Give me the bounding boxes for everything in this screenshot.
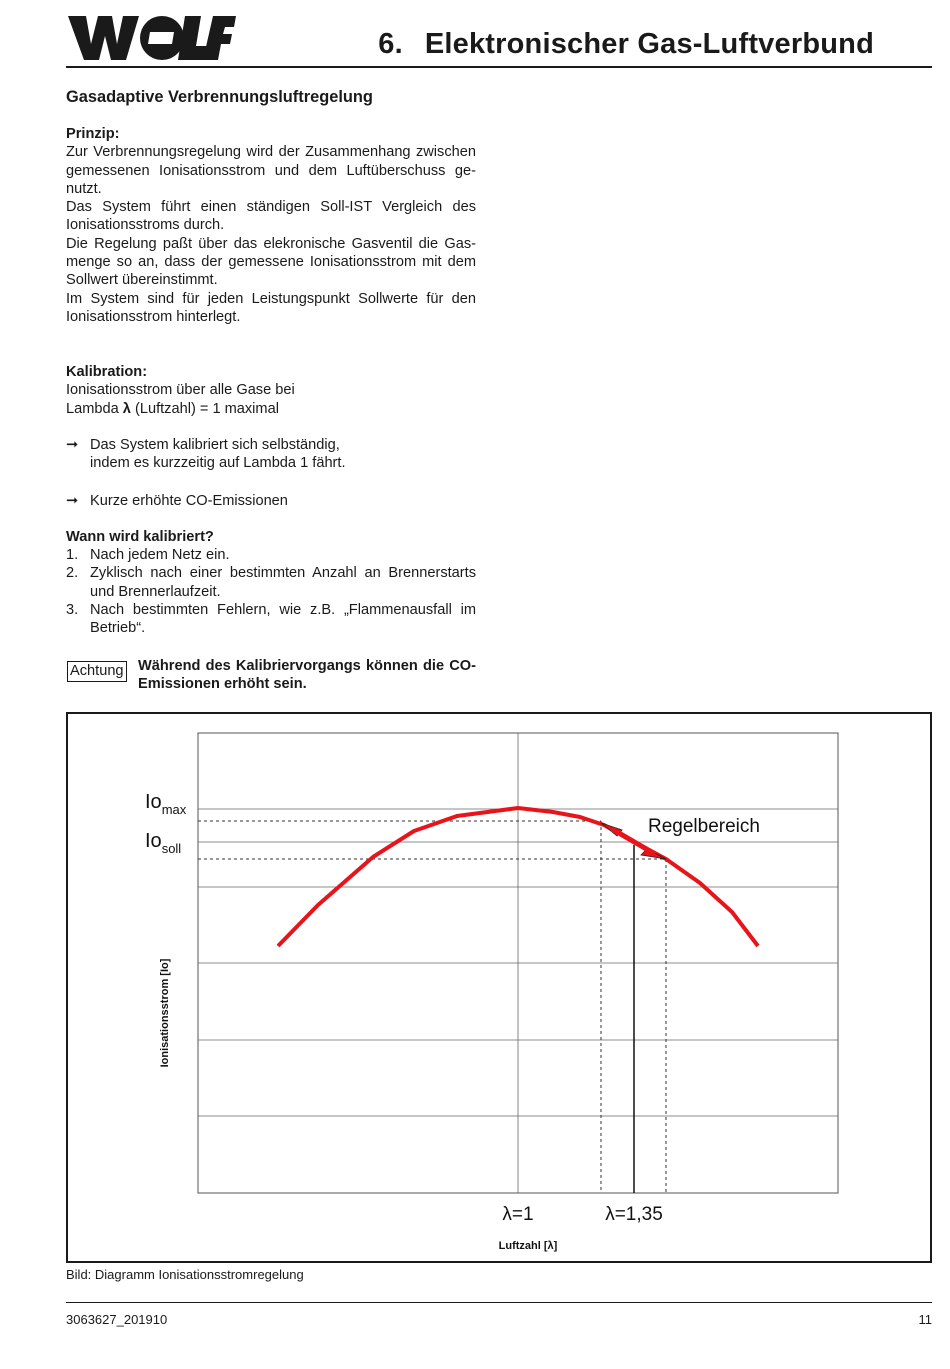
achtung-label: Achtung bbox=[67, 661, 127, 682]
arrow-right-icon: ➞ bbox=[66, 437, 79, 453]
arrow-right-icon: ➞ bbox=[66, 493, 79, 509]
footer-rule bbox=[66, 1302, 932, 1303]
list-item: 3. Nach bestimmten Fehlern, wie z.B. „Flammenausfall im Betrieb“. bbox=[66, 601, 476, 637]
section-title: Gasadaptive Verbrennungsluftregelung bbox=[66, 88, 373, 106]
page-number: 11 bbox=[918, 1312, 932, 1327]
x-tick-label: λ=1,35 bbox=[605, 1204, 663, 1225]
logo-text: WOLF bbox=[66, 14, 69, 15]
y-axis-label: Ionisationsstrom [Io] bbox=[159, 958, 171, 1068]
chapter-number: 6. bbox=[378, 28, 403, 60]
x-axis-label: Luftzahl [λ] bbox=[498, 1240, 558, 1252]
kalibration-line-2: Lambda λ (Luftzahl) = 1 maximal bbox=[66, 400, 279, 417]
io-max-label: $Io_{max}$ bbox=[145, 791, 187, 817]
doc-number: 3063627_201910 bbox=[66, 1312, 168, 1327]
kalibration-line-1: Ionisationsstrom über alle Gase bei bbox=[66, 382, 295, 399]
prinzip-paragraph: Im System sind für jeden Leistungspunkt Sollwerte für den Ionisationsstrom hinterlegt. bbox=[66, 290, 476, 325]
achtung-text: Während des Kalibriervorgangs können die CO-Emissionen erhöht sein. bbox=[138, 658, 476, 693]
prinzip-paragraph: Die Regelung paßt über das elekronische Gasventil die Gas-menge so an, dass der gemessene Ionisationsstrom mit dem Sollwert übereinstimmt. bbox=[66, 235, 476, 289]
kalibration-bullet: ➞ Das System kalibriert sich selbständig, indem es kurzzeitig auf Lambda 1 fährt. bbox=[66, 437, 346, 472]
prinzip-paragraph: Zur Verbrennungsregelung wird der Zusammenhang zwischen gemessenen Ionisationsstrom und dem Luftüberschuss ge-nutzt. bbox=[66, 144, 476, 197]
wann-heading: Wann wird kalibriert? bbox=[66, 529, 214, 545]
io-soll-label: $Io_{soll}$ bbox=[145, 830, 182, 856]
figure-caption: Bild: Diagramm Ionisationsstromregelung bbox=[66, 1267, 304, 1282]
chapter-title-text: Elektronischer Gas-Luftverbund bbox=[424, 28, 874, 60]
prinzip-paragraph: Das System führt einen ständigen Soll-IST Vergleich des Ionisationsstroms durch. bbox=[66, 199, 476, 234]
list-item: 2. Zyklisch nach einer bestimmten Anzahl an Brennerstarts und Brennerlaufzeit. bbox=[66, 565, 476, 600]
dashed-guides bbox=[198, 821, 666, 1193]
lambda-symbol: λ bbox=[122, 400, 131, 417]
x-tick-label: λ=1 bbox=[502, 1204, 534, 1225]
kalibration-heading: Kalibration: bbox=[66, 364, 148, 380]
kalibration-bullet: ➞ Kurze erhöhte CO-Emissionen bbox=[66, 493, 288, 509]
list-item: 1. Nach jedem Netz ein. bbox=[66, 547, 230, 563]
regelbereich-label: Regelbereich bbox=[648, 816, 760, 837]
prinzip-heading: Prinzip: bbox=[66, 126, 120, 142]
